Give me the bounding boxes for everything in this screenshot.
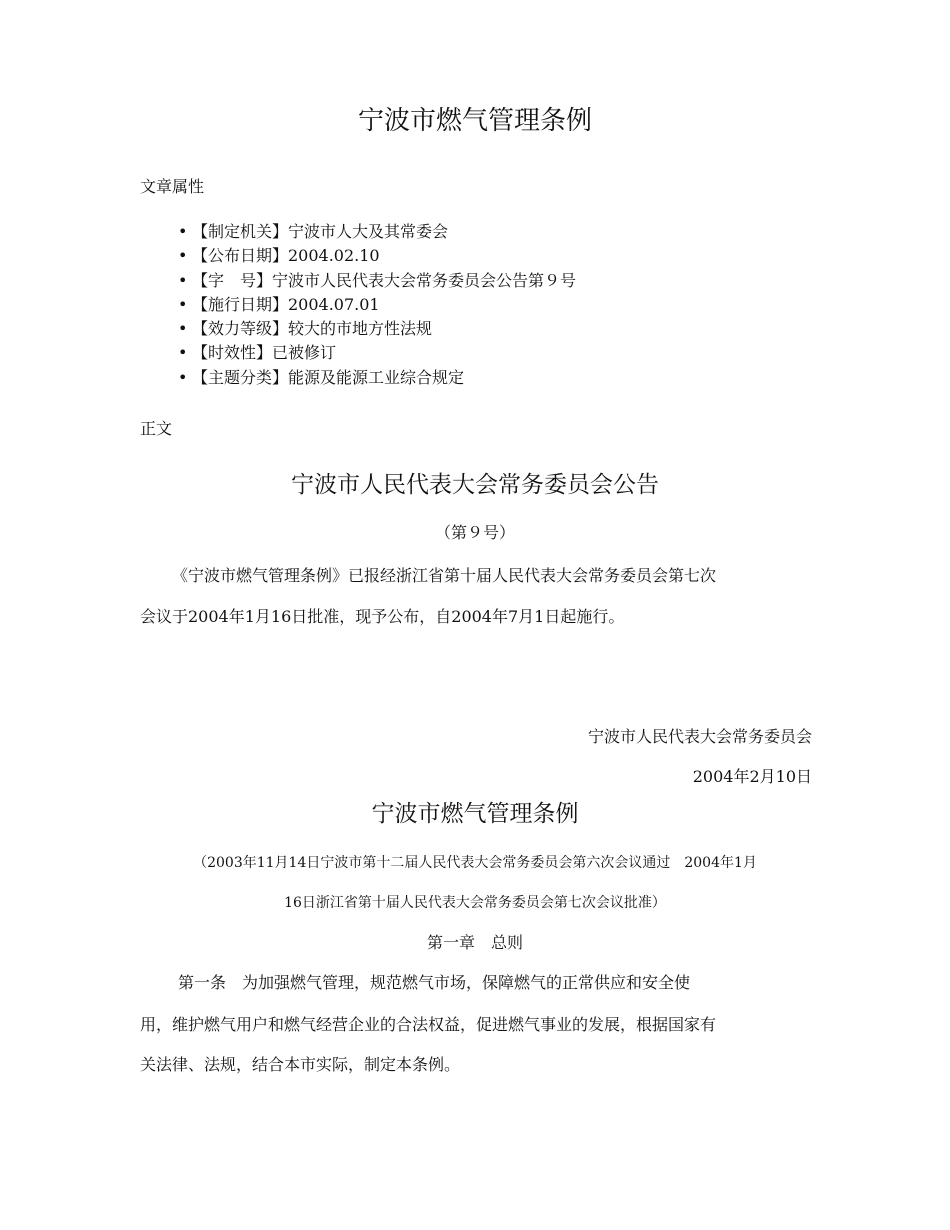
chapter-heading: 第一章 总则 (426, 933, 523, 952)
notice-number: （第９号） (434, 523, 515, 542)
notice-title: 宁波市人民代表大会常务委员会公告 (291, 472, 659, 498)
attributes-list (178, 220, 576, 390)
attribute-issuing-authority: • 【制定机关】宁波市人大及其常委会 (178, 220, 576, 244)
bullet-icon: • (178, 367, 188, 387)
bullet-icon: • (178, 319, 188, 339)
notice-text-line: 《宁波市燃气管理条例》已报经浙江省第十届人民代表大会常务委员会第七次 (172, 566, 717, 585)
page-title: 宁波市燃气管理条例 (357, 106, 592, 136)
attribute-legal-level: • 【效力等级】较大的市地方性法规 (178, 317, 576, 341)
body-label: 正文 (140, 419, 173, 438)
notice-text-line: 会议于2004年1月16日批准，现予公布，自2004年7月1日起施行。 (140, 607, 625, 626)
notice-date: 2004年2月10日 (692, 767, 812, 786)
adoption-note-line: 16日浙江省第十届人民代表大会常务委员会第七次会议批准） (284, 895, 666, 911)
article-text-line: 第一条 为加强燃气管理，规范燃气市场，保障燃气的正常供应和安全使 (178, 973, 691, 992)
attribute-document-number: • 【字 号】宁波市人民代表大会常务委员会公告第９号 (178, 269, 576, 293)
attribute-publish-date: • 【公布日期】2004.02.10 (178, 244, 576, 268)
regulation-title: 宁波市燃气管理条例 (371, 801, 579, 827)
article-text-line: 用，维护燃气用户和燃气经营企业的合法权益，促进燃气事业的发展，根据国家有 (140, 1015, 717, 1034)
bullet-icon: • (178, 222, 188, 241)
bullet-icon: • (178, 294, 188, 314)
attribute-subject-category: • 【主题分类】能源及能源工业综合规定 (178, 366, 576, 390)
attribute-validity: • 【时效性】已被修订 (178, 341, 576, 365)
attributes-label: 文章属性 (140, 177, 205, 196)
attribute-effective-date: • 【施行日期】2004.07.01 (178, 293, 576, 317)
adoption-note-line: （2003年11月14日宁波市第十二届人民代表大会常务委员会第六次会议通过 2004年1月 (193, 855, 757, 871)
article-text-line: 关法律、法规，结合本市实际，制定本条例。 (140, 1055, 461, 1074)
bullet-icon: • (178, 343, 188, 363)
bullet-icon: • (178, 270, 188, 290)
notice-signer: 宁波市人民代表大会常务委员会 (587, 727, 812, 746)
bullet-icon: • (178, 246, 188, 266)
